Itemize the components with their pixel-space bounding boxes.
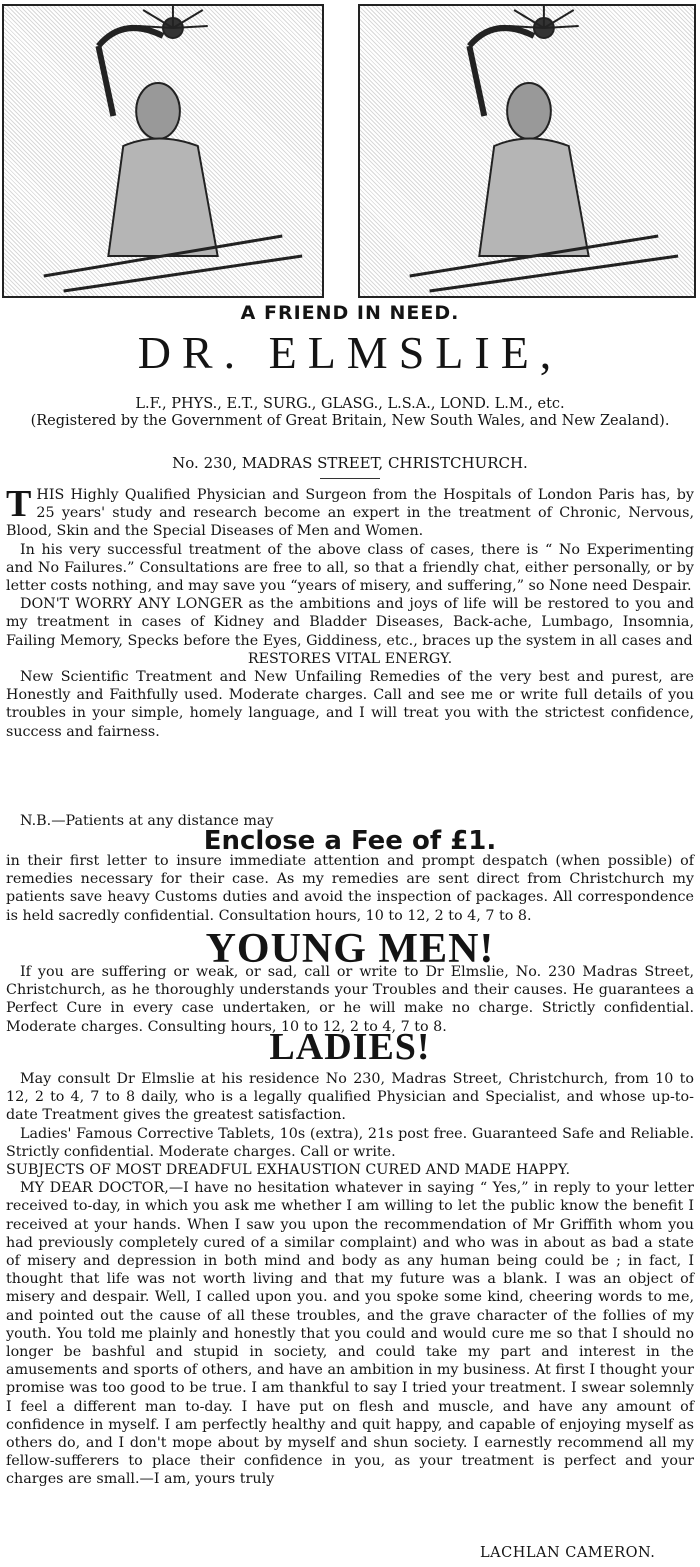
intro-text: HIS Highly Qualified Physician and Surgeon from the Hospitals of London Paris has, by 25 years' study and research become an expert in the treatment of Chronic, Nervous, Blood, Skin and the Special Diseases of Men and Women. [6, 487, 694, 540]
divider [320, 478, 380, 479]
treatment-paragraph: New Scientific Treatment and New Unfailing Remedies of the very best and purest, are Honestly and Faithfully used. Moderate charges. Call and see me or write full details of you troubles in your simple, homely language, and I will treat you with the strictest confidence, success and fairness. [6, 669, 694, 740]
woman-with-lamp-drawing-right [360, 6, 694, 296]
intro-section [6, 483, 694, 741]
restores-vital-energy: RESTORES VITAL ENERGY. [247, 650, 453, 667]
registration-note: (Registered by the Government of Great Britain, New South Wales, and New Zealand). [30, 413, 670, 429]
credentials: L.F., PHYS., E.T., SURG., GLASG., L.S.A., LOND. L.M., etc. [135, 396, 565, 412]
testimonial-letter: MY DEAR DOCTOR,—I have no hesitation whatever in saying “ Yes,” in reply to your letter received to-day, in which you ask me whether I am willing to let the public know the benefit I received at your hands. When I saw you upon the recommendation of Mr Griffith whom you had previously completely cured of a similar complaint) and who was in about as bad a state of misery and depression in both mind and body as any human being could be ; in fact, I thought that life was not worth living and that my future was a blank. I was an object of misery and despair. Well, I called upon you. and you spoke some kind, cheering words to me, and pointed out the cause of all these troubles, and the grave character of the follies of my youth. You told me plainly and honestly that you could and would cure me so that I should no longer be bashful and stupid in society, and could take my part and interest in the amusements and sports of others, and have an ambition in my business. At first I thought your promise was too good to be true. I am thankful to say I tried your treatment. I swear solemnly I feel a different man to-day. I have put on flesh and muscle, and have any amount of confidence in myself. I am perfectly healthy and quit happy, and capable of enjoying myself as others do, and I don't mope about by myself and shun society. I earnestly recommend all my fellow-sufferers to place their confidence in you, as your treatment is perfect and your charges are small.—I am, yours truly [6, 1180, 694, 1488]
testimonial-signature: LACHLAN CAMERON. [480, 1545, 656, 1561]
ladies-paragraph: May consult Dr Elmslie at his residence No 230, Madras Street, Christchurch, from 10 to 12, 2 to 4, 7 to 8 daily, who is a legally qualified Physician and Specialist, and whose up-to-date Treatment gives the greatest satisfaction. [6, 1071, 694, 1124]
young-men-paragraph: If you are suffering or weak, or sad, call or write to Dr Elmslie, No. 230 Madras Street, Christchurch, as he thoroughly understands your Troubles and their causes. He guarantees a Perfect Cure in every case undertaken, or he will make no charge. Strictly confidential. Moderate charges. Consulting hours, 10 to 12, 2 to 4, 7 to 8. [6, 964, 694, 1035]
address: No. 230, MADRAS STREET, CHRISTCHURCH. [172, 454, 528, 472]
headline-doctor-name: DR. ELMSLIE, [137, 327, 563, 378]
intro-paragraph [6, 483, 694, 541]
headline-ladies: LADIES! [269, 1026, 431, 1068]
fee-section [6, 852, 694, 925]
illustrations [0, 0, 700, 300]
nb-note: N.B.—Patients at any distance may [20, 813, 274, 829]
tablets-paragraph: Ladies' Famous Corrective Tablets, 10s (extra), 21s post free. Guaranteed Safe and Reliable. Strictly confidential. Moderate charges. Call or write. [6, 1125, 694, 1160]
woman-with-lamp-illustration [358, 4, 696, 298]
headline-friend-in-need: A FRIEND IN NEED. [240, 302, 460, 324]
subjects-heading: SUBJECTS OF MOST DREADFUL EXHAUSTION CURED AND MADE HAPPY. [6, 1162, 571, 1179]
woman-with-lamp-illustration [2, 4, 324, 298]
drop-cap: T [6, 483, 32, 525]
consultation-paragraph: In his very successful treatment of the above class of cases, there is “ No Experimenting and No Failures.” Consultations are free to all, so that a friendly chat, either personally, or by letter costs nothing, and may save you “years of misery, and suffering,” so None need Despair. [6, 541, 694, 595]
headline-young-men: YOUNG MEN! [205, 926, 495, 972]
headline-enclose-fee: Enclose a Fee of £1. [203, 826, 497, 856]
ladies-section [6, 1070, 694, 1489]
woman-with-lamp-drawing-left [4, 6, 322, 296]
fee-paragraph: in their first letter to insure immediate attention and prompt despatch (when possible) of remedies necessary for their case. As my remedies are sent direct from Christchurch my patients save heavy Customs duties and avoid the inspection of packages. All correspondence is held sacredly confidential. Consultation hours, 10 to 12, 2 to 4, 7 to 8. [6, 853, 694, 924]
dont-worry-paragraph: DON'T WORRY ANY LONGER as the ambitions and joys of life will be restored to you and my treatment in cases of Kidney and Bladder Diseases, Back-ache, Lumbago, Insomnia, Failing Memory, Specks before the Eyes, Giddiness, etc., braces up the system in all cases and [6, 596, 694, 649]
